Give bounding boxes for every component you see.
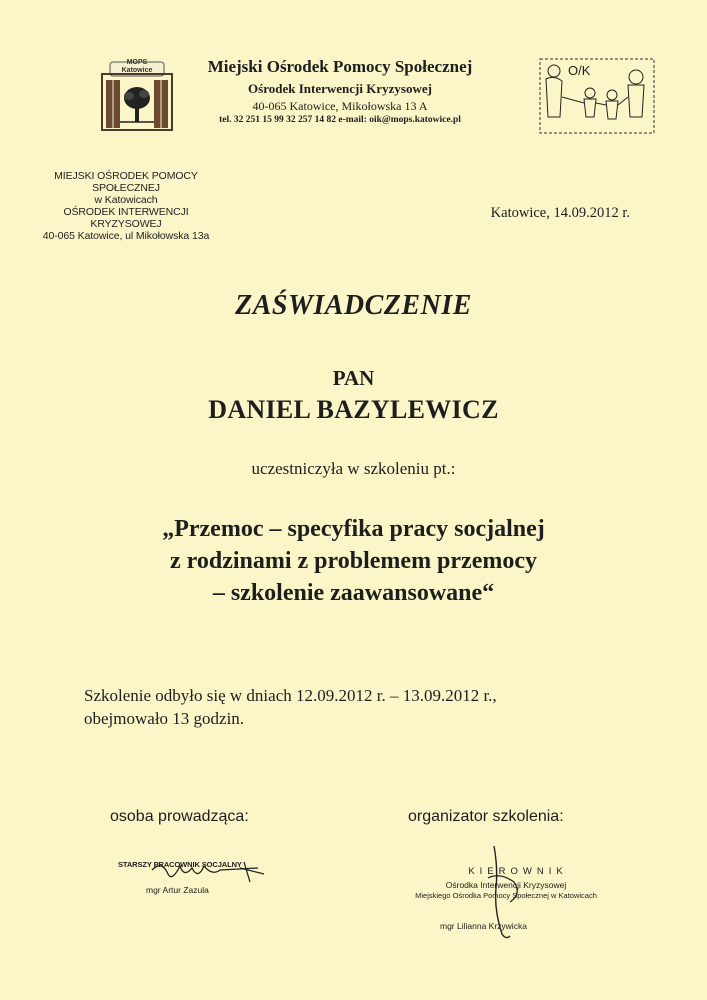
lead-trainer-role: STARSZY PRACOWNIK SOCJALNY [118,860,242,869]
course-dates: Szkolenie odbyło się w dniach 12.09.2012 r. – 13.09.2012 r., [84,686,497,705]
course-hours: obejmowało 13 godzin. [84,709,245,728]
recipient-honorific: PAN [332,366,375,390]
organizer-role: KIEROWNIK [468,866,568,877]
svg-text:O/K: O/K [568,63,591,78]
course-title-line-2: z rodzinami z problemem przemocy [169,548,538,574]
organizer-label: organizator szkolenia: [408,808,564,825]
issue-date: Katowice, 14.09.2012 r. [490,205,630,221]
unit-name: Ośrodek Interwencji Kryzysowej [248,81,432,96]
course-title [0,513,707,609]
course-title-line-3: – szkolenie zaawansowane“ [212,580,495,606]
stamp-line-3: OŚRODEK INTERWENCJI KRYZYSOWEJ [63,206,189,230]
lead-trainer-label: osoba prowadząca: [110,808,249,825]
document-title: ZAŚWIADCZENIE [235,290,472,321]
recipient-name: DANIEL BAZYLEWICZ [208,395,499,424]
institution-stamp [28,170,224,242]
stamp-line-1: MIEJSKI OŚRODEK POMOCY SPOŁECZNEJ [54,170,198,194]
participation-statement: uczestniczyła w szkoleniu pt.: [251,459,456,478]
organizer-institution: Miejskiego Ośrodka Pomocy Społecznej w Katowicach [415,891,597,900]
organization-address: 40-065 Katowice, Mikołowska 13 A [252,99,428,113]
mops-logo-caption: MOPS Katowice [121,59,153,74]
oik-logo [538,57,656,135]
stamp-line-4: 40-065 Katowice, ul Mikołowska 13a [42,230,210,242]
lead-trainer-name: mgr Artur Zazula [146,885,209,895]
organization-contact: tel. 32 251 15 99 32 257 14 82 e-mail: oik@mops.katowice.pl [219,115,461,125]
stamp-line-2: w Katowicach [94,194,158,206]
course-title-line-1: „Przemoc – specyfika pracy socjalnej [162,516,545,542]
organization-name: Miejski Ośrodek Pomocy Społecznej [207,57,473,76]
course-details [84,684,644,730]
organizer-name: mgr Lilianna Krzywicka [440,921,527,931]
organizer-department: Ośrodka Interwencji Kryzysowej [445,880,567,890]
